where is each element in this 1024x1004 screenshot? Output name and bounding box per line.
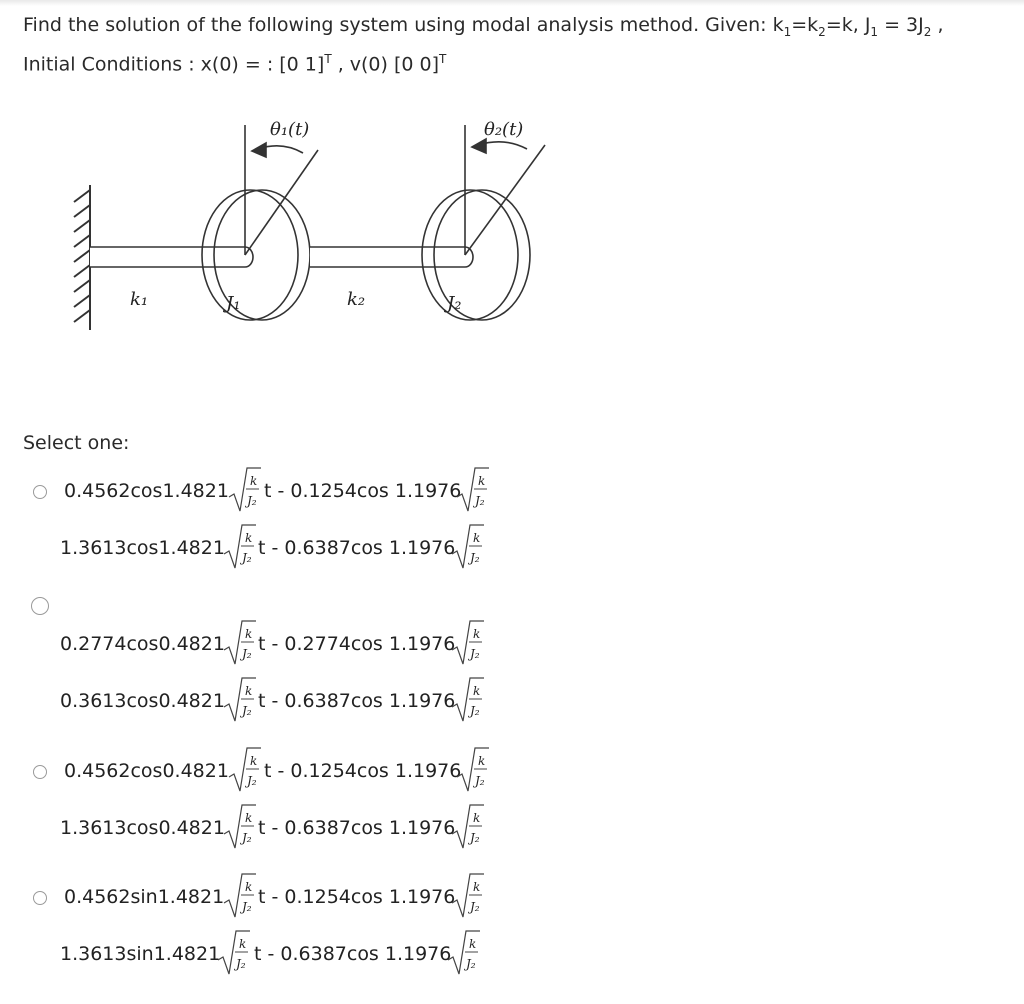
svg-text:J₂: J₂: [466, 957, 476, 971]
svg-text:J₂: J₂: [470, 551, 480, 565]
j2-label: J₂: [447, 293, 462, 314]
option-2-line2-b: t - 0.6387cos 1.1976: [258, 690, 456, 712]
svg-text:k: k: [473, 531, 481, 545]
option-3-line1-b: t - 0.1254cos 1.1976: [264, 760, 462, 782]
svg-text:k: k: [250, 474, 258, 488]
sqrt-icon: [450, 522, 486, 572]
option-4-radio[interactable]: [33, 891, 47, 905]
option-4-line1-b: t - 0.1254cos 1.1976: [258, 886, 456, 908]
option-4-line2-a: 1.3613sin1.4821: [60, 943, 221, 965]
sqrt-icon: [455, 465, 491, 515]
sqrt-icon: [222, 618, 258, 668]
fixed-wall: [74, 185, 90, 330]
svg-text:k: k: [473, 684, 481, 698]
svg-text:J₂: J₂: [470, 647, 480, 661]
option-1-line1-a: 0.4562cos1.4821: [64, 480, 229, 502]
option-2-line1-b: t - 0.2774cos 1.1976: [258, 633, 456, 655]
svg-text:J₂: J₂: [470, 704, 480, 718]
svg-text:J₂: J₂: [242, 551, 252, 565]
top-shadow: [0, 0, 1024, 6]
sqrt-icon: [222, 675, 258, 725]
svg-text:k: k: [245, 531, 253, 545]
option-1-line1-b: t - 0.1254cos 1.1976: [264, 480, 462, 502]
sqrt-icon: [222, 871, 258, 921]
svg-text:J₂: J₂: [475, 774, 485, 788]
theta1-label: θ₁(t): [270, 119, 310, 140]
option-3-line2-a: 1.3613cos0.4821: [60, 817, 225, 839]
svg-text:k: k: [245, 811, 253, 825]
svg-text:J₂: J₂: [475, 494, 485, 508]
svg-text:J₂: J₂: [470, 900, 480, 914]
svg-text:J₂: J₂: [242, 900, 252, 914]
option-2-radio[interactable]: [31, 597, 49, 615]
k1-label: k₁: [130, 289, 149, 310]
svg-text:J₂: J₂: [242, 704, 252, 718]
option-4-line2-b: t - 0.6387cos 1.1976: [254, 943, 452, 965]
option-2-line1-a: 0.2774cos0.4821: [60, 633, 225, 655]
svg-text:J₂: J₂: [236, 957, 246, 971]
svg-text:k: k: [473, 627, 481, 641]
torsional-system-diagram: [40, 105, 560, 345]
svg-text:k: k: [478, 754, 486, 768]
svg-text:k: k: [245, 880, 253, 894]
option-1-line2-a: 1.3613cos1.4821: [60, 537, 225, 559]
svg-text:J₂: J₂: [470, 831, 480, 845]
option-1-line2-b: t - 0.6387cos 1.1976: [258, 537, 456, 559]
sqrt-icon: [450, 802, 486, 852]
svg-text:k: k: [469, 937, 477, 951]
svg-text:k: k: [239, 937, 247, 951]
question-line-1: Find the solution of the following system using modal analysis method. Given: $k_1=k_2=k$, $J_1 = 3J_2$ ,: [23, 14, 944, 39]
svg-text:J₂: J₂: [247, 774, 257, 788]
svg-text:J₂: J₂: [242, 831, 252, 845]
option-2-line2-a: 0.3613cos0.4821: [60, 690, 225, 712]
option-4-line1-a: 0.4562sin1.4821: [64, 886, 225, 908]
svg-text:k: k: [250, 754, 258, 768]
shaft-k1: [90, 247, 253, 267]
sqrt-icon: [455, 745, 491, 795]
k2-label: k₂: [347, 289, 366, 310]
svg-text:J₂: J₂: [247, 494, 257, 508]
shaft-k2: [310, 247, 473, 267]
svg-text:k: k: [473, 880, 481, 894]
option-1-radio[interactable]: [33, 485, 47, 499]
svg-text:k: k: [245, 684, 253, 698]
sqrt-icon: [450, 871, 486, 921]
sqrt-icon: [450, 618, 486, 668]
sqrt-icon: [216, 928, 252, 978]
select-one-prompt: Select one:: [23, 432, 130, 454]
svg-text:J₂: J₂: [242, 647, 252, 661]
theta2-label: θ₂(t): [484, 119, 524, 140]
sqrt-icon: [222, 522, 258, 572]
question-line-2: Initial Conditions : x(0) = : [0 1]$^T$ , v(0) [0 0]$^T$: [23, 52, 447, 76]
svg-text:k: k: [245, 627, 253, 641]
sqrt-icon: [222, 802, 258, 852]
sqrt-icon: [227, 465, 263, 515]
sqrt-icon: [227, 745, 263, 795]
option-3-line1-a: 0.4562cos0.4821: [64, 760, 229, 782]
svg-text:k: k: [478, 474, 486, 488]
svg-text:k: k: [473, 811, 481, 825]
j1-label: J₁: [226, 293, 241, 314]
option-3-line2-b: t - 0.6387cos 1.1976: [258, 817, 456, 839]
option-3-radio[interactable]: [33, 765, 47, 779]
sqrt-icon: [450, 675, 486, 725]
sqrt-icon: [446, 928, 482, 978]
